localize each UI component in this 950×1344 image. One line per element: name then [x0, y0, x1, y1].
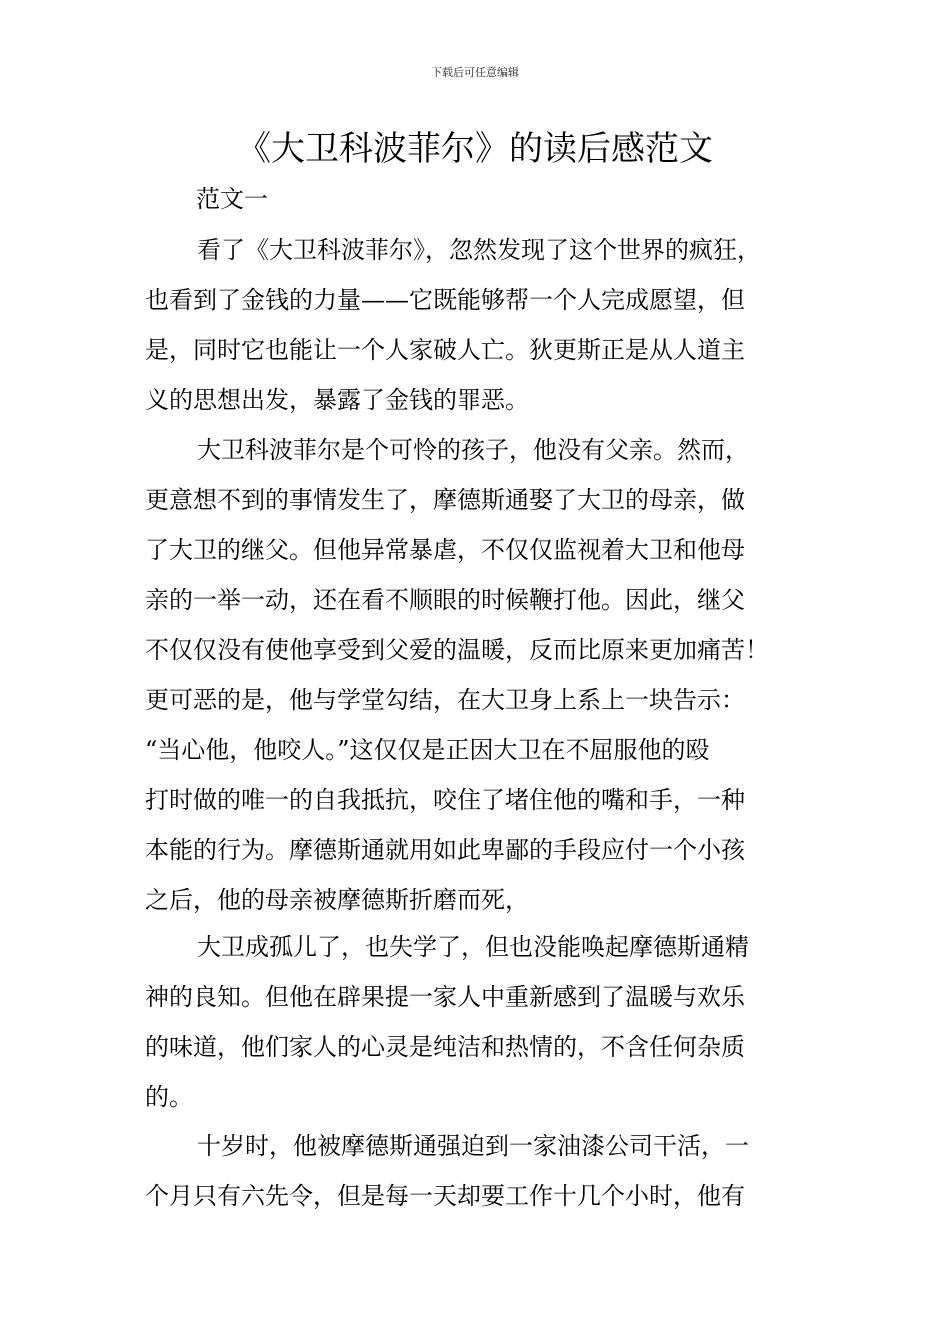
- paragraph-line: 大卫科波菲尔是个可怜的孩子，他没有父亲。然而，: [197, 436, 749, 464]
- paragraph-line: 了大卫的继父。但他异常暴虐，不仅仅监视着大卫和他母: [145, 536, 745, 564]
- paragraph-1: [145, 225, 805, 425]
- paragraph-line: 大卫成孤儿了，也失学了，但也没能唤起摩德斯通精: [197, 933, 749, 961]
- paragraph-line: 不仅仅没有使他享受到父爱的温暖，反而比原来更加痛苦！: [145, 636, 769, 664]
- paragraph-2: [145, 425, 805, 925]
- paragraph-line: 的。: [145, 1083, 193, 1111]
- header-note: 下载后可任意编辑: [431, 66, 519, 79]
- paragraph-line: 更意想不到的事情发生了，摩德斯通娶了大卫的母亲，做: [145, 486, 745, 514]
- paragraph-line: 更可恶的是，他与学堂勾结，在大卫身上系上一块告示：: [145, 686, 745, 714]
- paragraph-line: 的味道，他们家人的心灵是纯洁和热情的，不含任何杂质: [145, 1033, 745, 1061]
- paragraph-line: 亲的一举一动，还在看不顺眼的时候鞭打他。因此，继父: [145, 586, 745, 614]
- paragraph-line: 也看到了金钱的力量——它既能够帮一个人完成愿望，但: [145, 286, 745, 314]
- section-label: 范文一: [196, 185, 268, 213]
- paragraph-line: 是，同时它也能让一个人家破人亡。狄更斯正是从人道主: [145, 336, 745, 364]
- document-title: 《大卫科波菲尔》的读后感范文: [237, 129, 713, 169]
- paragraph-line: 之后，他的母亲被摩德斯折磨而死，: [145, 886, 529, 914]
- paragraph-line: “当心他，他咬人。”这仅仅是正因大卫在不屈服他的殴: [145, 736, 710, 764]
- paragraph-line: 本能的行为。摩德斯通就用如此卑鄙的手段应付一个小孩: [145, 836, 745, 864]
- paragraph-3: [145, 922, 805, 1122]
- paragraph-line: 神的良知。但他在辟果提一家人中重新感到了温暖与欢乐: [145, 983, 745, 1011]
- paragraph-line: 看了《大卫科波菲尔》，忽然发现了这个世界的疯狂，: [197, 236, 761, 264]
- paragraph-line: 十岁时，他被摩德斯通强迫到一家油漆公司干活，一: [197, 1132, 749, 1160]
- paragraph-4: [145, 1121, 805, 1221]
- paragraph-line: 打时做的唯一的自我抵抗，咬住了堵住他的嘴和手，一种: [145, 786, 745, 814]
- paragraph-line: 义的思想出发，暴露了金钱的罪恶。: [145, 386, 529, 414]
- paragraph-line: 个月只有六先令，但是每一天却要工作十几个小时，他有: [145, 1182, 745, 1210]
